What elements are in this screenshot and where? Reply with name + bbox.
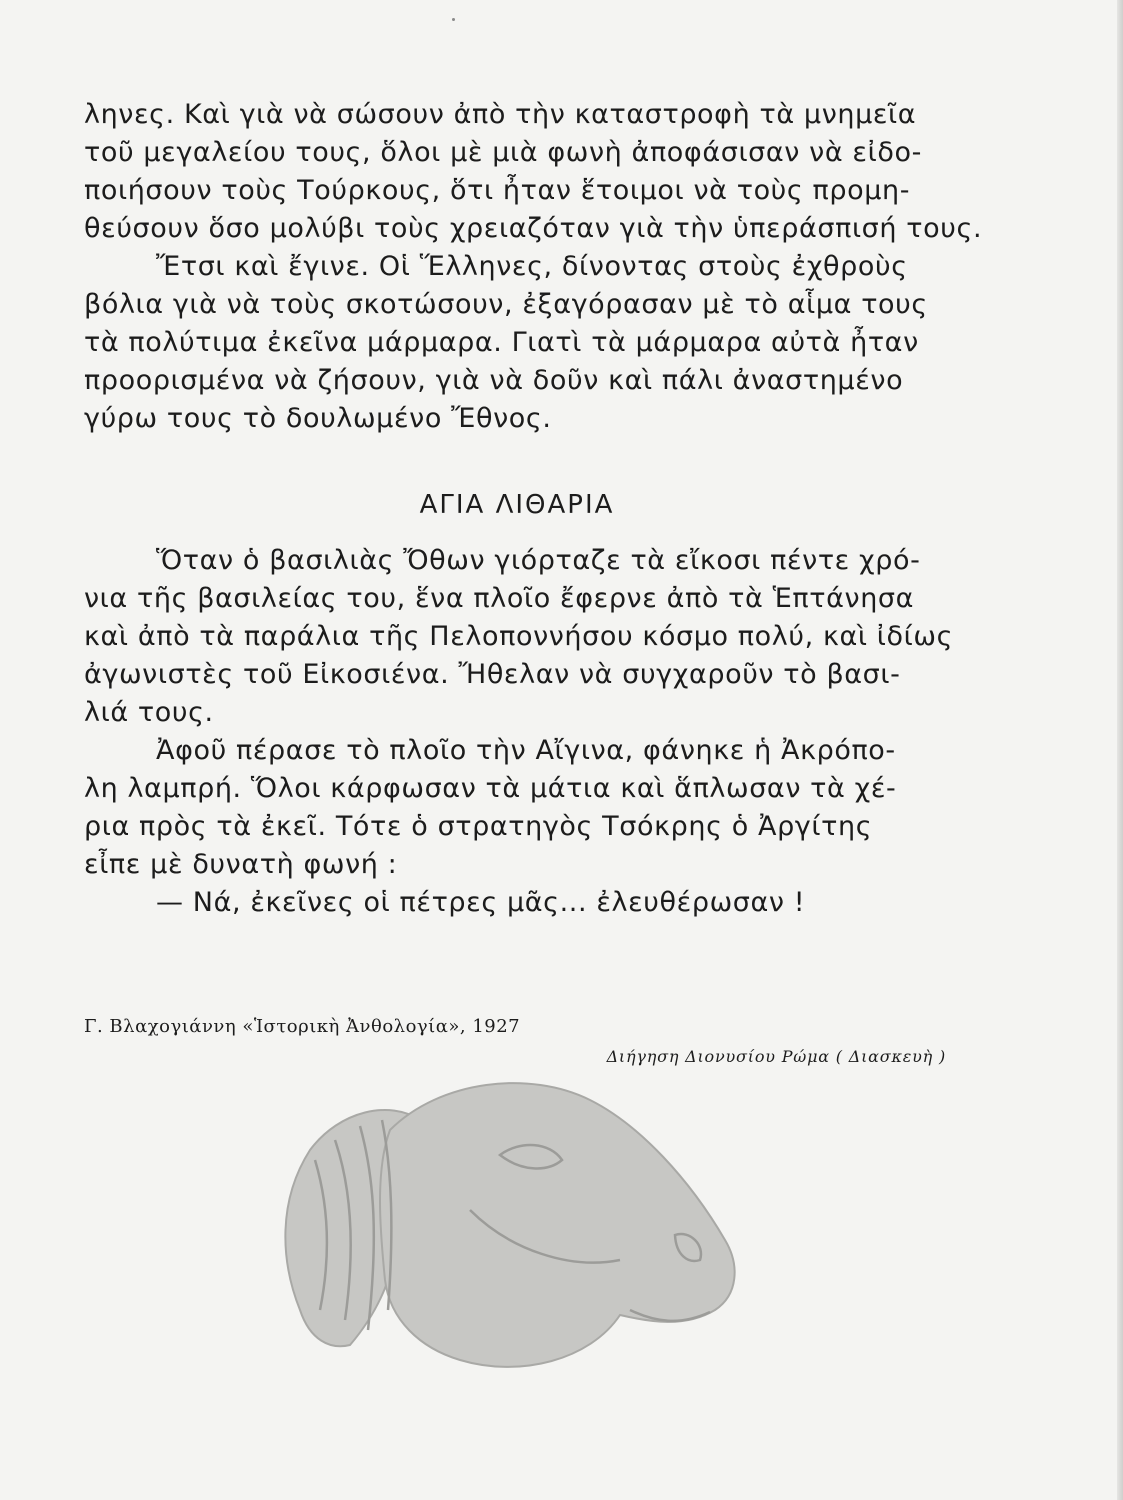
paragraph-1 xyxy=(84,96,983,248)
paragraph-line: τὰ πολύτιμα ἐκεῖνα μάρμαρα. Γιατὶ τὰ μάρμαρα αὐτὰ ἦταν xyxy=(84,327,919,358)
paragraph-5 xyxy=(84,884,950,922)
page-body xyxy=(84,96,983,922)
paragraph-line: λιά τους. xyxy=(84,697,214,728)
paragraph-line: νια τῆς βασιλείας του, ἕνα πλοῖο ἔφερνε ἀπὸ τὰ Ἑπτάνησα xyxy=(84,583,915,614)
horse-head-shape xyxy=(380,1083,735,1367)
paragraph-line: ποιήσουν τοὺς Τούρκους, ὅτι ἦταν ἕτοιμοι νὰ τοὺς προμη- xyxy=(84,175,911,206)
paragraph-line: ἀγωνιστὲς τοῦ Εἰκοσιένα. Ἤθελαν νὰ συγχαροῦν τὸ βασι- xyxy=(84,659,901,690)
paragraph-2 xyxy=(84,248,950,438)
paragraph-line: Ὅταν ὁ βασιλιὰς Ὄθων γιόρταζε τὰ εἴκοσι πέντε χρό- xyxy=(156,545,921,576)
page-edge xyxy=(1117,0,1123,1500)
horse-head-illustration xyxy=(270,1060,750,1380)
narrator-credit: Διήγηση Διονυσίου Ρώμα ( Διασκευὴ ) xyxy=(606,1047,946,1066)
paragraph-line: προορισμένα νὰ ζήσουν, γιὰ νὰ δοῦν καὶ πάλι ἀναστημένο xyxy=(84,365,904,396)
paragraph-line: λη λαμπρή. Ὅλοι κάρφωσαν τὰ μάτια καὶ ἅπλωσαν τὰ χέ- xyxy=(84,773,897,804)
paragraph-line: θεύσουν ὅσο μολύβι τοὺς χρειαζόταν γιὰ τὴν ὑπεράσπισή τους. xyxy=(84,213,983,244)
paragraph-line: — Νά, ἐκεῖνες οἱ πέτρες μᾶς... ἐλευθέρωσαν ! xyxy=(156,887,806,918)
source-citation: Γ. Βλαχογιάννη «Ἱστορικὴ Ἀνθολογία», 1927 xyxy=(84,1016,521,1037)
paragraph-line: εἶπε μὲ δυνατὴ φωνή : xyxy=(84,849,398,880)
paragraph-line: καὶ ἀπὸ τὰ παράλια τῆς Πελοποννήσου κόσμο πολύ, καὶ ἰδίως xyxy=(84,621,954,652)
paragraph-line: Ἔτσι καὶ ἔγινε. Οἱ Ἕλληνες, δίνοντας στοὺς ἐχθροὺς xyxy=(156,251,908,282)
paragraph-line: ληνες. Καὶ γιὰ νὰ σώσουν ἀπὸ τὴν καταστροφὴ τὰ μνημεῖα xyxy=(84,99,917,130)
page-speck xyxy=(452,18,455,21)
paragraph-4 xyxy=(84,732,950,884)
paragraph-line: Ἀφοῦ πέρασε τὸ πλοῖο τὴν Αἴγινα, φάνηκε ἡ Ἀκρόπο- xyxy=(156,735,896,766)
paragraph-line: βόλια γιὰ νὰ τοὺς σκοτώσουν, ἐξαγόρασαν μὲ τὸ αἷμα τους xyxy=(84,289,928,320)
section-heading: ΑΓΙΑ ΛΙΘΑΡΙΑ xyxy=(419,490,615,520)
paragraph-line: γύρω τους τὸ δουλωμένο Ἔθνος. xyxy=(84,403,552,434)
paragraph-3 xyxy=(84,542,954,732)
paragraph-line: τοῦ μεγαλείου τους, ὅλοι μὲ μιὰ φωνὴ ἀποφάσισαν νὰ εἰδο- xyxy=(84,137,922,168)
paragraph-line: ρια πρὸς τὰ ἐκεῖ. Τότε ὁ στρατηγὸς Τσόκρης ὁ Ἀργίτης xyxy=(84,811,873,842)
